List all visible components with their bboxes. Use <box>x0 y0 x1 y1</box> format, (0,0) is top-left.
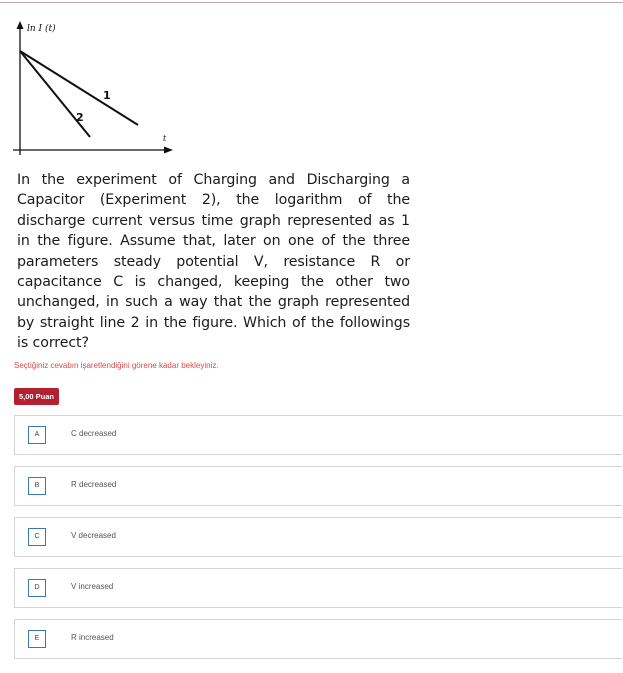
line-1-label: 1 <box>103 89 111 102</box>
question-text: In the experiment of Charging and Discharging a Capacitor (Experiment 2), the logarithm of the discharge current versus time graph represented as 1 in the figure. Assume that, later on one of the three parameters steady potential V, resistance R or capacitance C is changed, keeping the other two unchanged, in such a way that the graph represented by straight line 2 in the figure. Which of the followings is correct? <box>17 172 410 352</box>
x-axis-label: t <box>163 134 167 143</box>
option-a[interactable] <box>14 415 622 455</box>
points-badge: 5,00 Puan <box>14 388 59 405</box>
option-a-letter-box[interactable]: A <box>28 426 46 444</box>
option-e-text: R increased <box>71 633 114 642</box>
ln-current-vs-time-graph <box>10 20 175 160</box>
graph-line-2 <box>20 51 90 137</box>
option-e-letter-box[interactable]: E <box>28 630 46 648</box>
wait-note: Seçtiğiniz cevabın işaretlendiğini görene kadar bekleyiniz. <box>14 361 219 370</box>
line-2-label: 2 <box>76 111 84 124</box>
option-b-letter-box[interactable]: B <box>28 477 46 495</box>
option-c-text: V decreased <box>71 531 116 540</box>
option-d[interactable] <box>14 568 622 608</box>
option-b-text: R decreased <box>71 480 117 489</box>
option-c-letter-box[interactable]: C <box>28 528 46 546</box>
y-axis-arrow <box>17 21 24 29</box>
option-e[interactable] <box>14 619 622 659</box>
option-a-text: C decreased <box>71 429 117 438</box>
x-axis-arrow <box>164 147 173 154</box>
top-divider <box>0 2 623 3</box>
option-d-letter-box[interactable]: D <box>28 579 46 597</box>
option-b[interactable] <box>14 466 622 506</box>
y-axis-label: ln I (t) <box>27 24 56 34</box>
option-c[interactable] <box>14 517 622 557</box>
option-d-text: V increased <box>71 582 114 591</box>
